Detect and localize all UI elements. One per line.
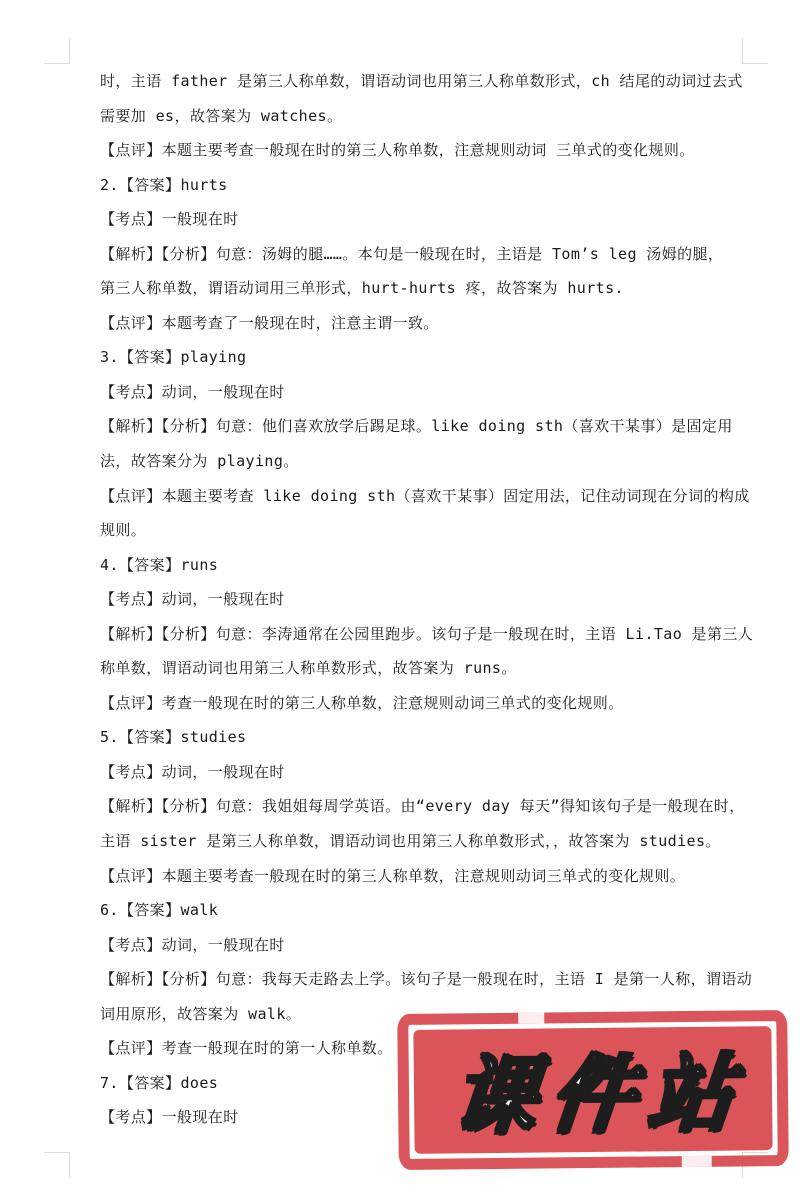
- document-line: 【考点】动词，一般现在时: [100, 382, 285, 401]
- document-line: 【点评】本题主要考查一般现在时的第三人称单数，注意规则动词 三单式的变化规则。: [100, 141, 695, 160]
- document-line: 【考点】一般现在时: [100, 210, 239, 229]
- document-line: 【解析】【分析】句意：我每天走路去上学。该句子是一般现在时，主语 I 是第一人称，谓语动: [100, 970, 753, 989]
- document-line: 【解析】【分析】句意：汤姆的腿……。本句是一般现在时，主语是 Tom’s leg 汤姆的腿，: [100, 244, 724, 263]
- document-line: 【解析】【分析】句意：我姐姐每周学英语。由“every day 每天”得知该句子是一般现在时，: [100, 797, 745, 816]
- stamp-fill: [413, 1026, 772, 1154]
- watermark-stamp: [397, 1010, 789, 1170]
- document-line: 2.【答案】hurts: [100, 175, 228, 194]
- document-line: 主语 sister 是第三人称单数，谓语动词也用第三人称单数形式，，故答案为 studies。: [100, 832, 721, 851]
- document-line: 【点评】本题考查了一般现在时，注意主谓一致。: [100, 313, 439, 332]
- document-line: 法，故答案分为 playing。: [100, 452, 299, 471]
- document-line: 7.【答案】does: [100, 1073, 219, 1092]
- crop-mark-bottom-left: [44, 1152, 70, 1178]
- document-line: 时，主语 father 是第三人称单数，谓语动词也用第三人称单数形式，ch 结尾的动词过去式: [100, 72, 743, 90]
- document-line: 第三人称单数，谓语动词用三单形式，hurt-hurts 疼，故答案为 hurts.: [100, 279, 624, 298]
- document-line: 词用原形，故答案为 walk。: [100, 1004, 302, 1023]
- crop-mark-top-left: [44, 38, 70, 64]
- document-line: 4.【答案】runs: [100, 555, 219, 574]
- crop-mark-top-right: [742, 38, 768, 64]
- document-line: 【考点】一般现在时: [100, 1108, 239, 1127]
- document-line: 【考点】动词，一般现在时: [100, 590, 285, 609]
- document-line: 6.【答案】walk: [100, 901, 219, 920]
- document-line: 需要加 es，故答案为 watches。: [100, 106, 343, 125]
- document-line: 【点评】考查一般现在时的第一人称单数。: [100, 1039, 393, 1058]
- document-line: 5.【答案】studies: [100, 728, 247, 747]
- document-line: 称单数，谓语动词也用第三人称单数形式，故答案为 runs。: [100, 659, 517, 678]
- document-line: 【解析】【分析】句意：他们喜欢放学后踢足球。like doing sth（喜欢干某事）是固定用: [100, 417, 733, 436]
- document-line: 【考点】动词，一般现在时: [100, 935, 285, 954]
- document-line: 【点评】本题主要考查 like doing sth（喜欢干某事）固定用法，记住动词现在分词的构成: [100, 486, 750, 505]
- document-line: 【点评】考查一般现在时的第三人称单数，注意规则动词三单式的变化规则。: [100, 693, 624, 712]
- answer-key-text-block: [100, 64, 754, 1135]
- document-line: 【解析】【分析】句意：李涛通常在公园里跑步。该句子是一般现在时，主语 Li.Tao 是第三人: [100, 624, 754, 643]
- stamp-text: 课件站: [448, 1045, 752, 1144]
- document-line: 【点评】本题主要考查一般现在时的第三人称单数，注意规则动词三单式的变化规则。: [100, 866, 686, 885]
- document-line: 3.【答案】playing: [100, 348, 247, 367]
- document-line: 规则。: [100, 521, 147, 540]
- document-line: 【考点】动词，一般现在时: [100, 762, 285, 781]
